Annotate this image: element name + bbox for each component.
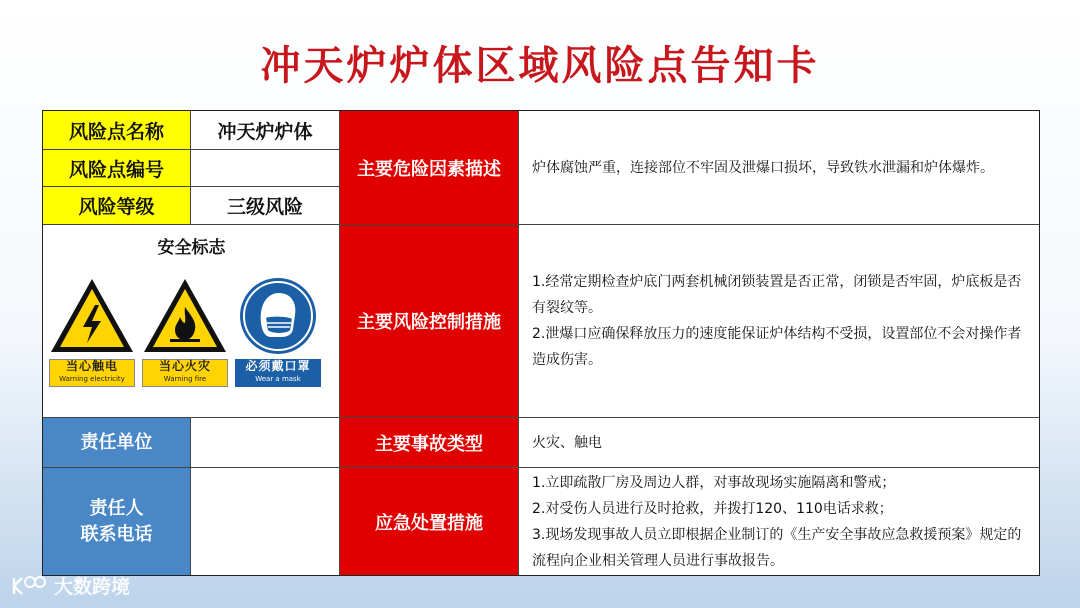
accident-type-label: 主要事故类型 (340, 418, 519, 468)
page-title: 冲天炉炉体区域风险点告知卡 (260, 43, 820, 89)
emergency-item-1: 1.立即疏散厂房及周边人群，对事故现场实施隔离和警戒； (532, 474, 896, 491)
risk-level-value: 三级风险 (191, 187, 340, 225)
risk-card (42, 110, 1040, 576)
electric-shock-warning-icon (49, 277, 135, 355)
risk-code-value (191, 150, 340, 187)
accident-type (519, 418, 1039, 468)
risk-level-label: 风险等级 (43, 187, 191, 225)
emergency-label: 应急处置措施 (340, 468, 519, 575)
responsible-unit-label: 责任单位 (43, 418, 191, 468)
risk-code-label: 风险点编号 (43, 150, 191, 187)
contact-label-line1: 责任人 (89, 497, 144, 519)
risk-name-label: 风险点名称 (43, 111, 191, 150)
risk-name-value: 冲天炉炉体 (191, 111, 340, 150)
control-label: 主要风险控制措施 (340, 225, 519, 418)
fire-warning-icon (142, 277, 228, 355)
contact-label-line2: 联系电话 (80, 523, 153, 545)
contact-value (191, 468, 340, 575)
emergency-item-2: 2.对受伤人员进行及时抢救，并拨打120、110电话求救； (532, 500, 893, 517)
emergency-item-3: 3.现场发现事故人员立即根据企业制订的《生产安全事故应急救援预案》规定的流程向企业相关管理人员进行事故报告。 (532, 526, 1022, 569)
control-item-1: 1.经常定期检查炉底门两套机械闭锁装置是否正常，闭锁是否牢固，炉底板是否有裂纹等。 (532, 274, 1022, 316)
watermark-text: 大数跨境 (54, 576, 131, 598)
accident-type-text: 火灾、触电 (532, 434, 602, 451)
hazard-text: 炉体腐蚀严重，连接部位不牢固及泄爆口损坏，导致铁水泄漏和炉体爆炸。 (532, 159, 994, 176)
control-item-2: 2.泄爆口应确保释放压力的速度能保证炉体结构不受损，设置部位不会对操作者造成伤害。 (532, 326, 1022, 368)
watermark-logo-icon (10, 574, 50, 598)
sign-electric (49, 277, 135, 387)
sign-electric-label: 当心触电 Warning electricity (49, 359, 135, 387)
watermark (10, 572, 130, 599)
control-measures (519, 225, 1039, 418)
hazard-description (519, 111, 1039, 225)
emergency-measures (519, 468, 1039, 575)
sign-fire-label: 当心火灾 Warning fire (142, 359, 228, 387)
responsible-unit-value (191, 418, 340, 468)
safety-signs-title: 安全标志 (157, 238, 226, 258)
sign-mask (235, 277, 321, 387)
hazard-label: 主要危险因素描述 (340, 111, 519, 225)
wear-mask-icon (235, 277, 321, 355)
sign-mask-label: 必须戴口罩 Wear a mask (235, 359, 321, 387)
contact-label (43, 468, 191, 575)
sign-fire (142, 277, 228, 387)
